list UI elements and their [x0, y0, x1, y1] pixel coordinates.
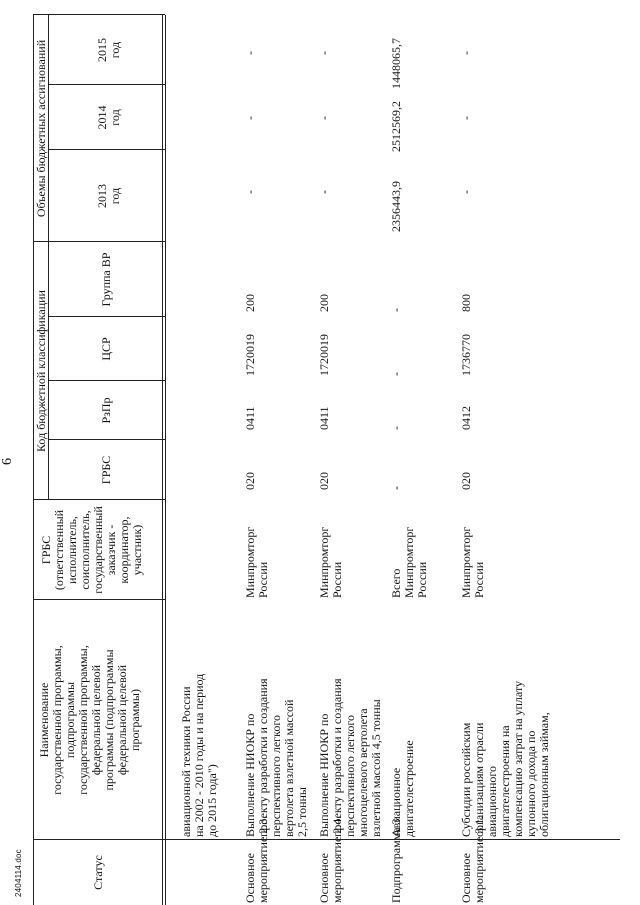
header-code-grbs: ГРБС	[99, 455, 113, 485]
header-program-name	[38, 600, 142, 840]
header-year-2013-line: год	[108, 187, 122, 205]
row-program-name-line: перспективного легкого	[343, 715, 357, 837]
row-status-line: Основное	[459, 853, 473, 903]
header-year-2015-line: 2015	[95, 38, 109, 62]
row-program-name-line: перспективного легкого	[269, 715, 283, 837]
row-grbs-line: Минпромторг	[459, 526, 473, 598]
header-year-2014-line: год	[108, 109, 122, 126]
row-code-vr: -	[389, 308, 403, 312]
row-value-2015: 1448065,7	[389, 38, 403, 89]
header-program-name-line: федеральной целевой	[115, 664, 129, 776]
header-program-name-line: Наименование	[37, 682, 51, 758]
row-value-2015: -	[459, 51, 473, 55]
row-grbs-line: России	[415, 561, 429, 598]
header-program-name-line: государственной программы,	[76, 645, 90, 795]
row-program-name-line: 2,5 тонны	[295, 787, 309, 837]
row-value-2013: -	[459, 190, 473, 194]
budget-code-header-divider	[48, 242, 49, 500]
row-status-line: Основное	[243, 853, 257, 903]
row-program-name	[460, 681, 551, 837]
header-grbs-line: исполнитель,	[65, 516, 79, 584]
row-grbs-line: Минпромторг	[243, 526, 257, 598]
row-value-2013: 2356443,9	[389, 181, 403, 232]
header-program-name-line: федеральной целевой	[89, 664, 103, 776]
row-status-line: Основное	[317, 853, 331, 903]
row-program-name-line: многоцелевого вертолета	[356, 708, 370, 837]
header-grbs-line: соисполнитель,	[78, 510, 92, 590]
header-year-2014	[96, 85, 122, 150]
row-program-name	[390, 740, 416, 837]
header-grbs	[40, 500, 144, 600]
header-year-2013-line: 2013	[95, 184, 109, 208]
row-program-name-line: авиационной техники России	[179, 686, 193, 837]
header-code-csr: ЦСР	[99, 337, 113, 361]
row-program-name-line: облигационным займам,	[537, 712, 551, 837]
header-year-2015-line: год	[108, 41, 122, 59]
header-grbs-line: ГРБС	[39, 535, 53, 565]
row-grbs	[460, 527, 486, 598]
header-program-name-line: государственной программы,	[50, 645, 64, 795]
header-grbs-line: заказчик -	[104, 524, 118, 576]
row-code-csr: 1720019	[243, 334, 257, 376]
row-program-name	[244, 678, 309, 837]
row-program-name-line: Авиационное	[389, 767, 403, 837]
row-program-name-line: организациям отрасли	[472, 722, 486, 837]
row-value-2013: -	[317, 190, 331, 194]
row-value-2014: -	[459, 116, 473, 120]
row-code-csr: 1736770	[459, 334, 473, 376]
header-bottom-double-border	[165, 15, 166, 905]
row-program-name-line: проекту разработки и создания	[330, 678, 344, 837]
row-program-name-line: до 2015 года")	[205, 764, 219, 837]
row-grbs	[244, 527, 270, 598]
row-grbs-line: Всего	[389, 568, 403, 598]
row-value-2015: -	[243, 51, 257, 55]
header-code-rzpr: РзПр	[99, 397, 113, 424]
volumes-header-divider	[48, 15, 49, 242]
header-code-vr: Группа ВР	[99, 252, 113, 307]
row-grbs-line: Минпромторг	[317, 526, 331, 598]
header-status: Статус	[91, 855, 105, 890]
header-year-2013	[96, 150, 122, 242]
row-grbs-line: России	[472, 561, 486, 598]
row-grbs-line: России	[330, 561, 344, 598]
row-program-name-line: двигателестроение	[402, 740, 416, 837]
header-year-2014-line: 2014	[95, 105, 109, 130]
row-code-rzpr: -	[389, 426, 403, 430]
row-program-name-line: Выполнение НИОКР по	[243, 713, 257, 837]
row-code-vr: 200	[317, 294, 331, 312]
row-program-name-line: Выполнение НИОКР по	[317, 713, 331, 837]
row-grbs	[390, 527, 429, 598]
row-status-line: Подпрограмма 3	[389, 818, 403, 903]
row-status-line: мероприятие 3.1.	[472, 815, 486, 903]
row-grbs-line: России	[256, 561, 270, 598]
row-status-line: мероприятие 2.3.	[256, 815, 270, 903]
row-program-name-line: на 2002 - 2010 годы и на период	[192, 673, 206, 837]
row-value-2014: -	[317, 116, 331, 120]
row-grbs	[318, 527, 344, 598]
header-volumes: Объемы бюджетных ассигнований	[34, 39, 48, 218]
row-code-grbs: 020	[243, 472, 257, 490]
row-program-name-line: купонного дохода по	[524, 730, 538, 837]
row-value-2013: -	[243, 190, 257, 194]
row-value-2014: -	[243, 116, 257, 120]
row-program-name-line: авиационного	[485, 765, 499, 837]
row-code-rzpr: 0412	[459, 406, 473, 430]
row-code-rzpr: 0411	[317, 406, 331, 430]
row-grbs-line: Минпромторг	[402, 526, 416, 598]
header-budget-code: Код бюджетной классификации	[34, 290, 48, 452]
row-code-csr: 1720019	[317, 334, 331, 376]
row-program-name-line: взлетной массой 4,5 тонны	[369, 699, 383, 837]
row-value-2015: -	[317, 51, 331, 55]
row-code-grbs: 020	[459, 472, 473, 490]
row-program-name	[318, 678, 383, 837]
header-grbs-line: государственный	[91, 506, 105, 594]
row-code-grbs: 020	[317, 472, 331, 490]
row-code-csr: -	[389, 372, 403, 376]
row-program-name-line: компенсацию затрат на уплату	[511, 680, 525, 837]
row-program-name	[180, 674, 219, 837]
header-program-name-line: подпрограммы	[63, 681, 77, 759]
header-grbs-line: участник)	[130, 524, 144, 576]
header-year-2015	[96, 15, 122, 85]
header-grbs-line: координатор,	[117, 516, 131, 584]
row-code-grbs: -	[389, 486, 403, 490]
footer-code: 2404114.doc	[14, 849, 23, 897]
header-program-name-line: программы (подпрограммы	[102, 649, 116, 791]
page-number: 6	[0, 458, 15, 465]
row-program-name-line: проекту разработки и создания	[256, 678, 270, 837]
row-program-name-line: вертолета взлетной массой	[282, 699, 296, 837]
row-code-vr: 800	[459, 294, 473, 312]
row-program-name-line: двигателестроения на	[498, 725, 512, 837]
row-program-name-line: Субсидии российским	[459, 722, 473, 837]
row-code-rzpr: 0411	[243, 406, 257, 430]
row-code-vr: 200	[243, 294, 257, 312]
row-value-2014: 2512569,2	[389, 101, 403, 152]
header-program-name-line: программы)	[128, 689, 142, 751]
header-grbs-line: (ответственный	[52, 509, 66, 591]
row-status-line: мероприятие 2.4.	[330, 815, 344, 903]
